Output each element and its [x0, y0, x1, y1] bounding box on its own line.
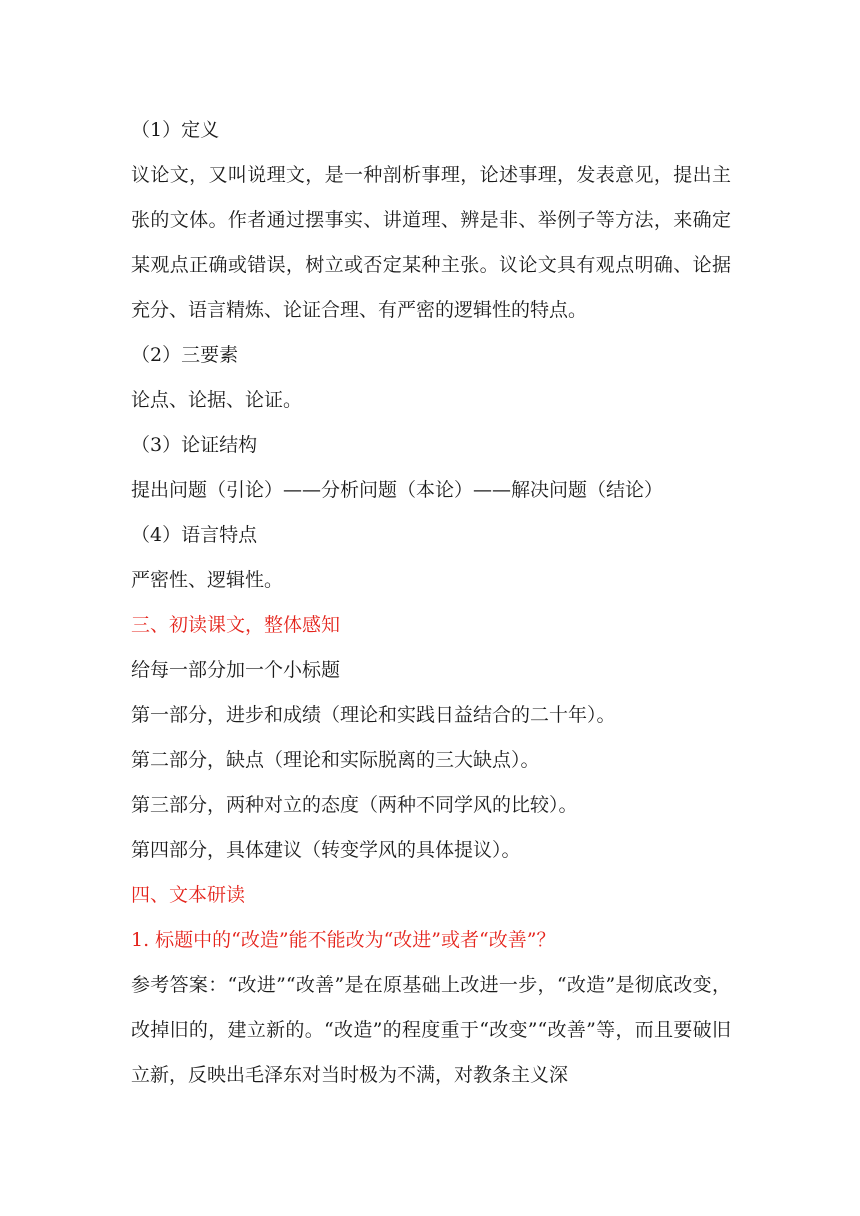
part-four-summary: 第四部分，具体建议（转变学风的具体提议）。: [131, 839, 521, 861]
section-title-first-reading: 三、初读课文，整体感知: [131, 614, 341, 636]
section-title-text-study: 四、文本研读: [131, 884, 246, 906]
three-elements-text: 论点、论据、论证。: [131, 389, 303, 411]
argument-structure-text: 提出问题（引论）——分析问题（本论）——解决问题（结论）: [131, 479, 664, 501]
section-heading-three-elements: （2）三要素: [131, 344, 239, 366]
section-heading-definition: （1）定义: [131, 119, 220, 141]
task-instruction: 给每一部分加一个小标题: [131, 659, 341, 681]
document-body: [131, 108, 731, 1098]
part-two-summary: 第二部分，缺点（理论和实际脱离的三大缺点）。: [131, 749, 540, 771]
answer-paragraph: 参考答案：“改进”“改善”是在原基础上改进一步，“改造”是彻底改变，改掉旧的，建立新的。“改造”的程度重于“改变”“改善”等，而且要破旧立新，反映出毛泽东对当时极为不满，对教条主义深: [131, 974, 731, 1086]
section-heading-language-features: （4）语言特点: [131, 524, 258, 546]
part-three-summary: 第三部分，两种对立的态度（两种不同学风的比较）。: [131, 794, 578, 816]
definition-paragraph: 议论文，又叫说理文，是一种剖析事理，论述事理，发表意见，提出主张的文体。作者通过摆事实、讲道理、辨是非、举例子等方法，来确定某观点正确或错误，树立或否定某种主张。议论文具有观点明确、论据充分、语言精炼、论证合理、有严密的逻辑性的特点。: [131, 164, 731, 321]
section-heading-argument-structure: （3）论证结构: [131, 434, 258, 456]
part-one-summary: 第一部分，进步和成绩（理论和实践日益结合的二十年）。: [131, 704, 616, 726]
language-features-text: 严密性、逻辑性。: [131, 569, 284, 591]
question-one: 1. 标题中的“改造”能不能改为“改进”或者“改善”？: [131, 929, 556, 951]
